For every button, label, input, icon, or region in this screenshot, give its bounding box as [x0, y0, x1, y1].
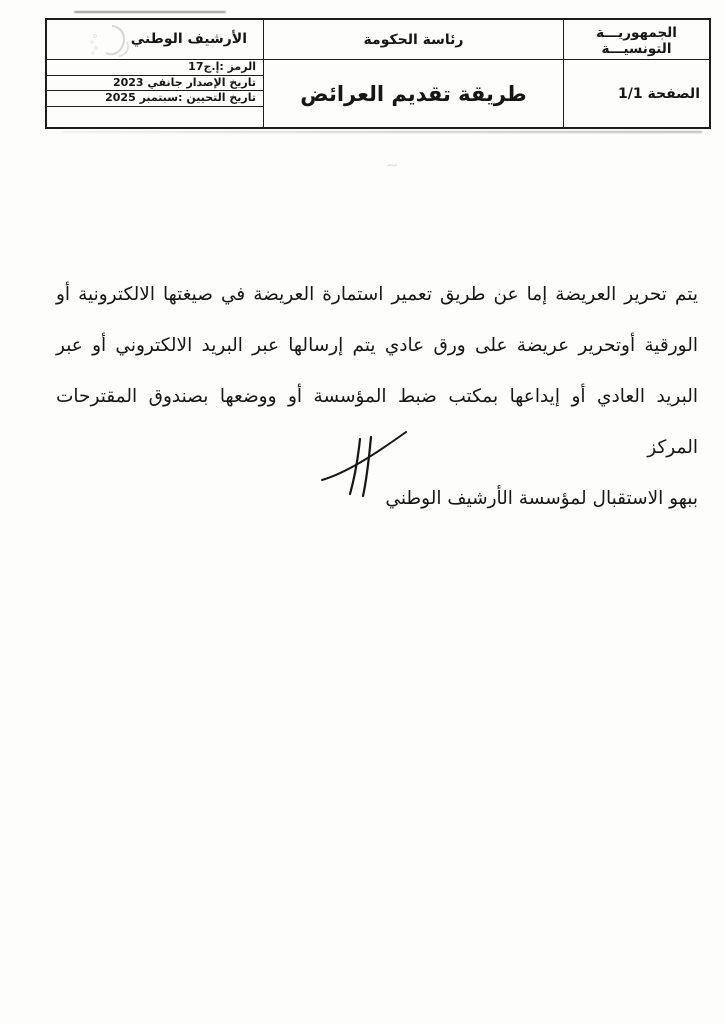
meta-rows: [47, 60, 263, 107]
scan-artifact: ~: [386, 156, 399, 174]
body-line-3: البريد العادي أو إيداعها بمكتب ضبط المؤسسة أو ووضعها بصندوق المقترحات المركز: [56, 386, 698, 458]
body-line-4: ببهو الاستقبال لمؤسسة الأرشيف الوطني: [385, 488, 698, 509]
page-number-cell: [564, 60, 709, 127]
republic-line1: الجمهوريـــة: [596, 24, 677, 41]
republic-cell: [564, 20, 709, 60]
header-column-archives: [47, 20, 263, 127]
header-column-republic: [563, 20, 709, 127]
handwritten-signature-icon: [318, 426, 410, 498]
scan-smudge: [74, 11, 226, 13]
body-line-2: الورقية أوتحرير عريضة على ورق عادي يتم إرسالها عبر البريد الالكتروني أو عبر: [56, 335, 698, 356]
page-number-label: الصفحة 1/1: [618, 85, 700, 102]
organization-name: الأرشيف الوطني: [130, 31, 247, 47]
archives-emblem-icon: [81, 22, 137, 60]
meta-update-text: تاريخ التحيين :سبتمبر 2025: [105, 91, 256, 105]
republic-line2: التونسيـــة: [601, 40, 672, 57]
meta-issue-text: تاريخ الإصدار جانفي 2023: [112, 75, 256, 89]
document-title-cell: [264, 60, 563, 127]
header-column-authority: [263, 20, 563, 127]
document-header-table: [45, 18, 711, 129]
table-scan-shadow: [62, 131, 702, 133]
meta-code-text: الرمز :إ.ج17: [188, 60, 256, 73]
meta-row-issue-date: [47, 76, 263, 92]
organization-cell: [47, 20, 263, 60]
authority-label: رئاسة الحكومة: [363, 31, 464, 48]
meta-row-code: [47, 60, 263, 76]
document-meta-cell: [47, 60, 263, 127]
document-title: طريقة تقديم العرائض: [300, 81, 527, 106]
authority-cell: [264, 20, 563, 60]
meta-row-update-date: [47, 91, 263, 107]
body-line-1: يتم تحرير العريضة إما عن طريق تعمير استمارة العريضة في صيغتها الالكترونية أو: [56, 284, 698, 305]
